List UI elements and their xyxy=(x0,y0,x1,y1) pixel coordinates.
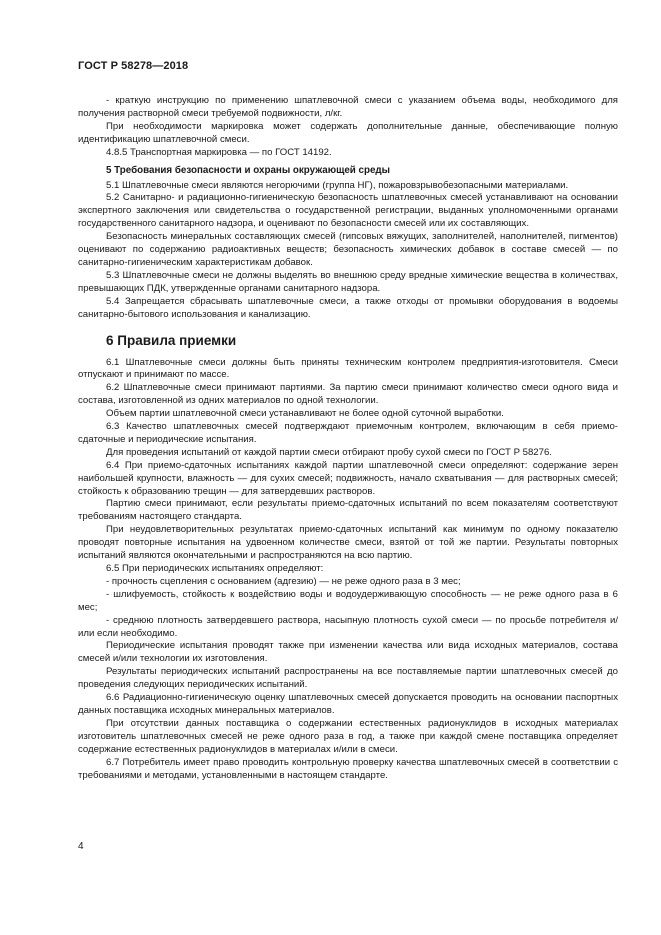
paragraph: 5.3 Шпатлевочные смеси не должны выделять во внешнюю среду вредные химические вещества в количествах, превышающих ПДК, утвержденные органами санитарного надзора. xyxy=(78,269,618,294)
paragraph: Партию смеси принимают, если результаты приемо-сдаточных испытаний по всем показателям соответствуют требованиям настоящего стандарта. xyxy=(78,498,618,523)
paragraph: При отсутствии данных поставщика о содержании естественных радионуклидов в исходных материалах изготовитель шпатлевочных смесей не реже одного раза в год, а также при каждой смене поставщика определяет содержание естественных радионуклидов в материалах и/или в смеси. xyxy=(78,717,618,755)
paragraph: - краткую инструкцию по применению шпатлевочной смеси с указанием объема воды, необходимого для получения растворной смеси требуемой подвижности, л/кг. xyxy=(78,95,618,119)
list-item: - прочность сцепления с основанием (адгезию) — не реже одного раза в 3 мес; xyxy=(106,575,461,587)
paragraph: 6.2 Шпатлевочные смеси принимают партиями. За партию смеси принимают количество смеси одного вида и состава, изготовленной из одних материалов по одной технологии. xyxy=(78,382,618,407)
paragraph: 6.6 Радиационно-гигиеническую оценку шпатлевочных смесей допускается проводить на основании паспортных данных поставщика исходных минеральных материалов. xyxy=(78,692,618,716)
paragraph: 6.1 Шпатлевочные смеси должны быть приняты техническим контролем предприятия-изготовителя. Смеси отпускают и принимают по массе. xyxy=(78,356,618,381)
paragraph: При необходимости маркировка может содержать дополнительные данные, обеспечивающие полную идентификацию шпатлевочной смеси. xyxy=(78,120,618,145)
paragraph: Периодические испытания проводят также при изменении качества или вида исходных материалов, состава смесей и/или технологии их изготовления. xyxy=(78,640,618,665)
list-item: - среднюю плотность затвердевшего раствора, насыпную плотность сухой смеси — по просьбе потребителя и/или если необходимо. xyxy=(78,614,618,639)
page-number: 4 xyxy=(78,841,84,852)
paragraph: 4.8.5 Транспортная маркировка — по ГОСТ 14192. xyxy=(106,146,332,158)
paragraph: Объем партии шпатлевочной смеси устанавливают не более одной суточной выработки. xyxy=(106,408,504,420)
paragraph: 6.5 При периодических испытаниях определяют: xyxy=(106,563,324,574)
list-item: - шлифуемость, стойкость к воздействию воды и водоудерживающую способность — не реже одного раза в 6 мес; xyxy=(78,588,618,613)
paragraph: 5.2 Санитарно- и радиационно-гигиеническую безопасность шпатлевочных смесей устанавливают на основании экспертного заключения или свидетельства о государственной регистрации, выданных уполномоченными органами государственного санитарного надзора, и оценивают по безопасности смесей или их составляющих. xyxy=(78,192,618,230)
standard-header: ГОСТ Р 58278—2018 xyxy=(78,60,189,72)
document-body xyxy=(78,95,618,782)
section-5-title: 5 Требования безопасности и охраны окружающей среды xyxy=(106,164,391,176)
paragraph: Результаты периодических испытаний распространены на все поставляемые партии шпатлевочных смесей до проведения следующих периодических испытаний. xyxy=(78,666,618,691)
paragraph: При неудовлетворительных результатах приемо-сдаточных испытаний как минимум по одному показателю проводят повторные испытания на удвоенном количестве смеси, взятой от той же партии. Результаты повторных испытаний являются окончательными и распространяются на всю партию. xyxy=(78,524,618,562)
section-6-title: 6 Правила приемки xyxy=(106,332,237,348)
paragraph: 5.1 Шпатлевочные смеси являются негорючими (группа НГ), пожаровзрывобезопасными материалами. xyxy=(106,179,569,191)
paragraph: 6.3 Качество шпатлевочных смесей подтверждают приемочным контролем, включающим в себя приемо-сдаточные и периодические испытания. xyxy=(78,421,618,445)
paragraph: 6.7 Потребитель имеет право проводить контрольную проверку качества шпатлевочных смесей в соответствии с требованиями и методами, установленными в настоящем стандарте. xyxy=(78,756,618,781)
paragraph: 6.4 При приемо-сдаточных испытаниях каждой партии шпатлевочной смеси определяют: содержание зерен наибольшей крупности, влажность — для сухих смесей; подвижность, начало схватывания — для растворных смесей; стойкость к образованию трещин — для затвердевших растворов. xyxy=(78,459,618,497)
paragraph: Для проведения испытаний от каждой партии смеси отбирают пробу сухой смеси по ГОСТ Р 58276. xyxy=(106,446,552,458)
paragraph: 5.4 Запрещается сбрасывать шпатлевочные смеси, а также отходы от промывки оборудования в водоемы санитарно-бытового использования и канализацию. xyxy=(78,295,618,320)
paragraph: Безопасность минеральных составляющих смесей (гипсовых вяжущих, заполнителей, наполнителей, пигментов) оценивают по содержанию радиоактивных веществ; безопасность химических добавок в составе смесей — по санитарно-гигиеническим характеристикам добавок. xyxy=(78,231,618,268)
